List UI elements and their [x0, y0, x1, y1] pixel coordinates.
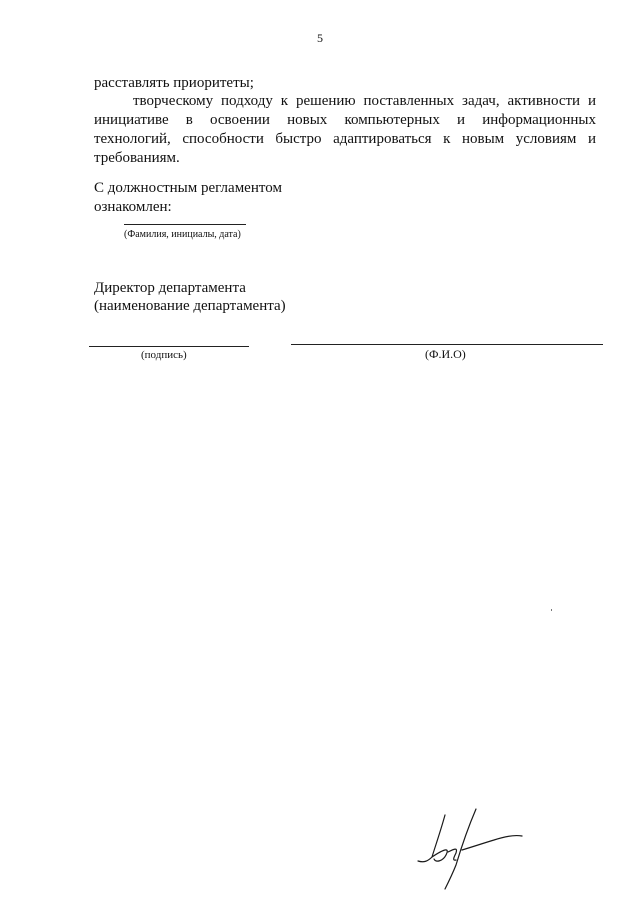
paragraph-creative-approach: творческому подходу к решению поставленных задач, активности и инициативе в освоении новых компьютерных и информационных технологий, способности быстро адаптироваться к новым условиям и требованиям. — [94, 93, 596, 166]
acknowledgement-line-2: ознакомлен: — [94, 199, 172, 215]
scan-speck — [551, 609, 552, 611]
handwritten-signature — [410, 805, 530, 895]
paragraph-priorities: расставлять приоритеты; — [94, 75, 254, 91]
fio-caption: (Ф.И.О) — [425, 347, 466, 361]
director-department: (наименование департамента) — [94, 298, 286, 314]
director-title: Директор департамента — [94, 280, 246, 296]
acknowledgement-line-1: С должностным регламентом — [94, 180, 282, 196]
page-number: 5 — [317, 31, 323, 45]
fio-fill-line — [291, 344, 603, 345]
acknowledgement-fill-line — [124, 224, 246, 225]
director-block — [94, 279, 286, 315]
signature-fill-line — [89, 346, 249, 347]
acknowledgement-block — [94, 179, 282, 217]
acknowledgement-caption: (Фамилия, инициалы, дата) — [124, 229, 241, 240]
signature-caption: (подпись) — [141, 349, 187, 361]
